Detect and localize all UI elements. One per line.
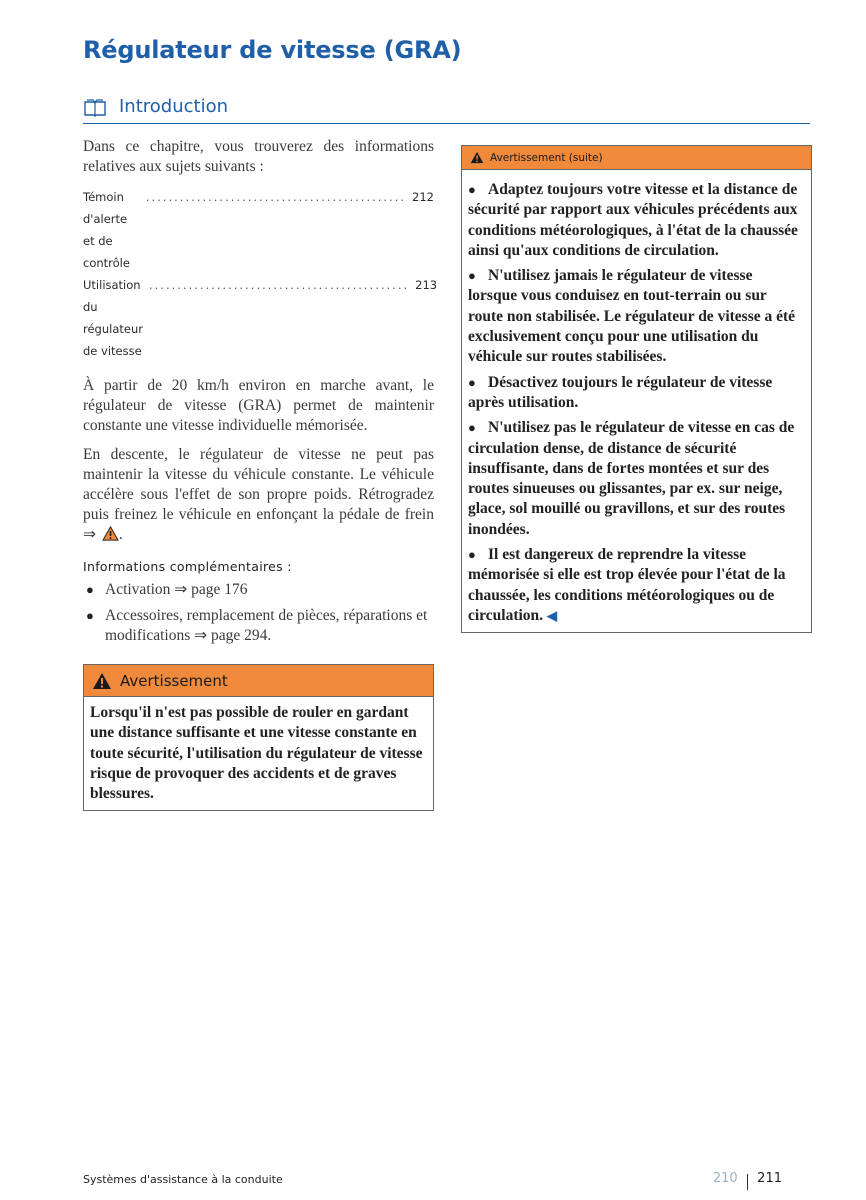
warning-item-text: Il est dangereux de reprendre la vitesse mémorisée si elle est trop élevée pour l'état de la chaussée, les conditions météorologiques ou de circulation. [468,546,786,624]
warning-title: Avertissement [120,671,228,690]
more-info-link[interactable]: Accessoires, remplacement de pièces, réparations et modifications ⇒ page 294. [105,607,428,644]
end-marker-icon: ◀ [546,607,557,623]
book-icon [83,99,107,117]
bullet-icon: ● [468,374,476,390]
warning-item-text: Désactivez toujours le régulateur de vitesse après utilisation. [468,373,773,411]
section-title: Introduction [119,96,229,117]
toc-leader: .............................................. [145,190,407,204]
page-title: Régulateur de vitesse (GRA) [83,36,462,64]
warning-box-continued [461,145,812,633]
descent-paragraph [83,445,434,545]
bullet-icon: ● [468,420,476,436]
toc [83,186,438,362]
toc-item[interactable] [83,274,438,362]
bullet-icon: ● [86,608,94,623]
toc-page: 213 [415,278,438,292]
warning-item [468,418,805,540]
warning-item-text: N'utilisez pas le régulateur de vitesse en cas de circulation dense, de distance de sécurité insuffisante, dans de fortes montées et sur des routes sinueuses ou glissantes, par ex. sur neige, glace, sol mouillé ou gravillons, et sur des routes inondées. [468,419,795,538]
warning-list [462,170,811,632]
section-header [83,96,810,124]
warning-item-text: N'utilisez jamais le régulateur de vitesse lorsque vous conduisez en tout-terrain ou sur route non stabilisée. Le régulateur de vitesse a été exclusivement conçu pour une utilisation du véhicule sur routes stabilisées. [468,267,796,366]
toc-item[interactable] [83,186,434,274]
bullet-icon: ● [468,547,476,563]
warning-header [84,665,433,697]
page-separator [747,1174,749,1190]
footer-chapter: Systèmes d'assistance à la conduite [83,1173,283,1186]
warning-item [468,266,805,367]
list-item [83,606,434,646]
intro-paragraph: À partir de 20 km/h environ en marche avant, le régulateur de vitesse (GRA) permet de maintenir constante une vitesse individuelle mémorisée. [83,377,434,434]
page-number-prev: 210 [712,1170,738,1186]
descent-text: En descente, le régulateur de vitesse ne peut pas maintenir la vitesse du véhicule constante. Le véhicule accélère sous l'effet de son propre poids. Rétrogradez puis freinez le véhicule en enfonçant la pédale de frein ⇒ [83,446,434,543]
toc-page: 212 [412,190,434,204]
page-numbers [713,1170,782,1186]
warning-item-text: Adaptez toujours votre vitesse et la distance de sécurité par rapport aux véhicules précédents aux conditions météorologiques, à l'état de la chaussée ainsi qu'aux conditions de circulation. [468,181,798,259]
bullet-icon: ● [468,182,476,197]
more-info-title: Informations complémentaires : [83,559,292,574]
warning-box [83,664,434,811]
warning-text: Lorsqu'il n'est pas possible de rouler en gardant une distance suffisante et une vitesse constante en toute sécurité, l'utilisation du régulateur de vitesse risque de provoquer des accidents et de graves blessures. [90,704,423,803]
warning-header [462,146,811,170]
list-item [83,580,434,600]
toc-label: Utilisation du régulateur de vitesse [83,278,143,358]
page-number-current: 211 [757,1170,782,1186]
toc-leader: .............................................. [148,278,410,292]
warning-icon [470,151,484,164]
warning-item [468,180,805,261]
warning-item [468,545,805,626]
warning-icon [92,672,112,690]
left-column [83,137,438,811]
warning-item [468,373,805,414]
more-info-link[interactable]: Activation ⇒ page 176 [105,581,248,598]
descent-end: . [118,526,123,543]
warning-title: Avertissement (suite) [490,151,603,164]
bullet-icon: ● [468,268,476,284]
intro-lead: Dans ce chapitre, vous trouverez des informations relatives aux sujets suivants : [83,138,434,175]
warning-icon[interactable] [102,526,119,541]
toc-label: Témoin d'alerte et de contrôle [83,190,130,270]
bullet-icon: ● [86,582,94,597]
right-column [461,145,812,633]
